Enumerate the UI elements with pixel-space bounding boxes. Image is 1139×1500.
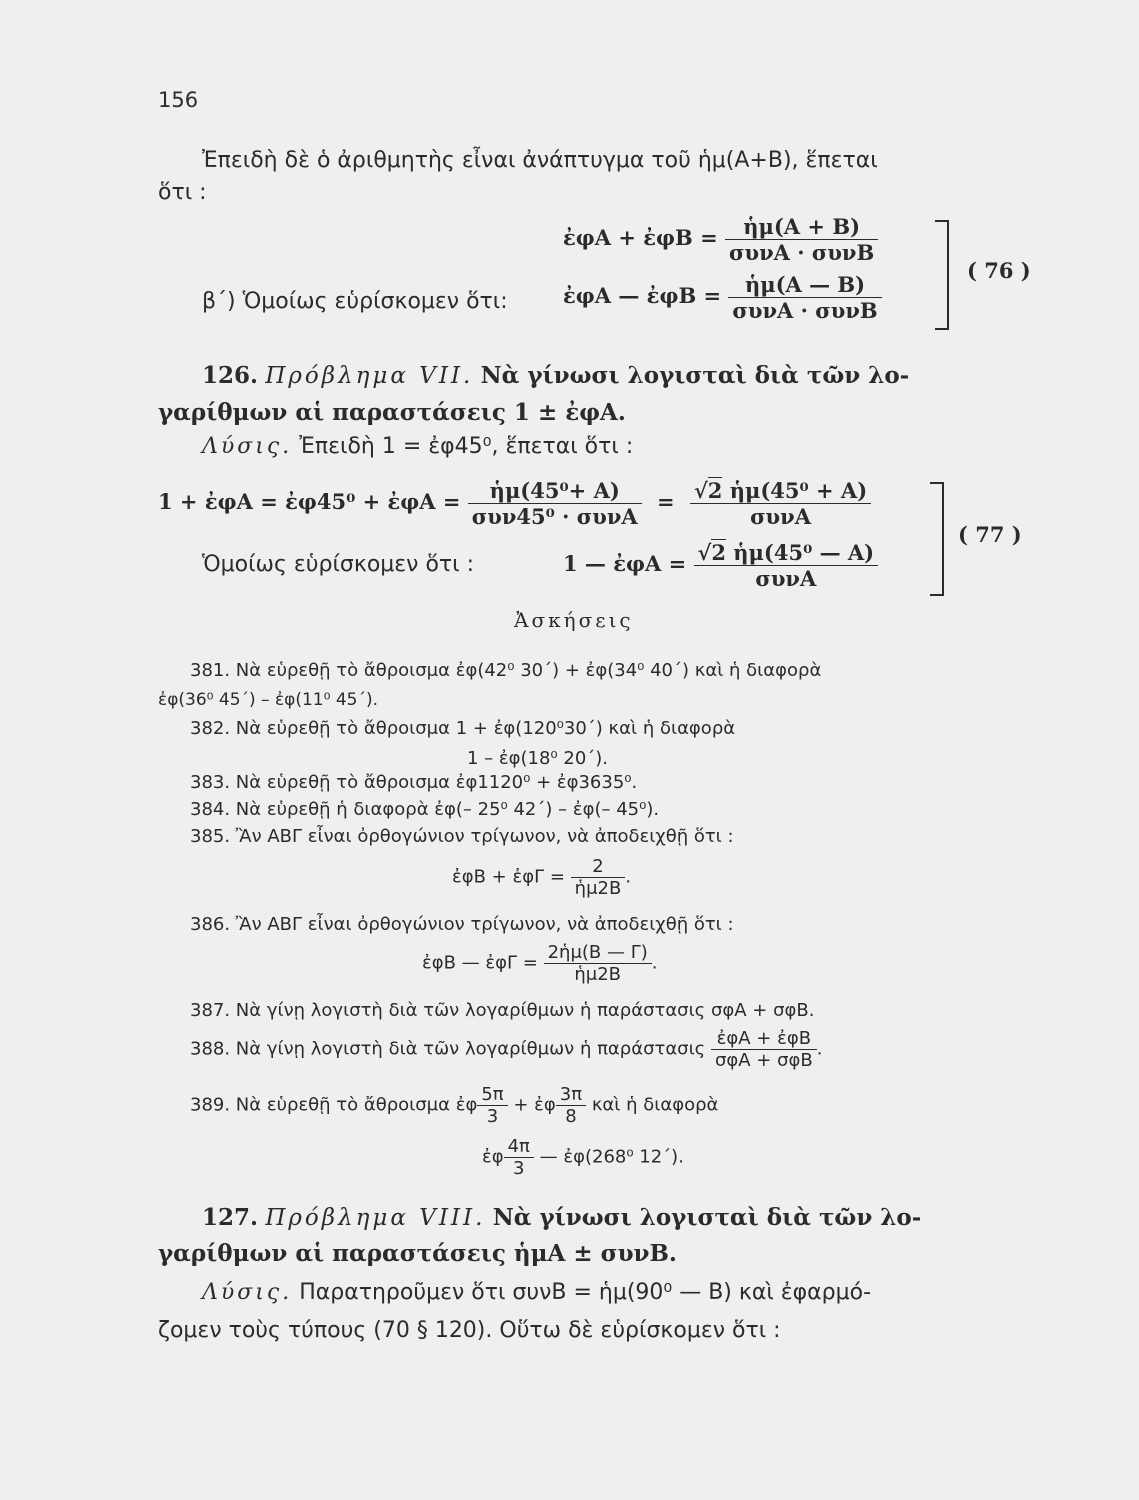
problem-127-solution: [202, 1280, 871, 1305]
eq77-line2-prefix: Ὁμοίως εὑρίσκομεν ὅτι :: [202, 552, 475, 577]
e388-numerator: ἐφΑ + ἐφΒ: [711, 1028, 817, 1050]
eq77-f3-numerator: [694, 540, 879, 566]
e389-fraction-2: [556, 1084, 586, 1127]
eq76-line2-lhs: ἐφΑ — ἐφΒ =: [563, 283, 722, 308]
eq76-fraction-1: [725, 214, 878, 265]
eq77-line1-lhs: 1 + ἐφΑ = ἐφ45⁰ + ἐφΑ =: [158, 489, 461, 514]
eq77-brace: [930, 482, 944, 596]
eq77-line-2: [563, 540, 878, 591]
solution-127-label: Λύσις.: [202, 1280, 293, 1305]
e385-fraction: [571, 856, 626, 899]
e389-b-post: — ἐφ(268⁰ 12΄).: [539, 1146, 684, 1168]
problem-126-text-1: Νὰ γίνωσι λογισταὶ διὰ τῶν λο-: [480, 362, 910, 389]
e389-f3-denominator: 3: [513, 1158, 525, 1179]
exercise-386-formula: [422, 942, 658, 985]
exercise-384: 384. Νὰ εὑρεθῇ ἡ διαφορὰ ἐφ(– 25⁰ 42΄) – ἐφ(– 45⁰).: [190, 799, 660, 820]
problem-127-text-1: Νὰ γίνωσι λογισταὶ διὰ τῶν λο-: [492, 1204, 922, 1231]
exercise-381-line-2: ἐφ(36⁰ 45΄) – ἐφ(11⁰ 45΄).: [158, 690, 379, 710]
problem-126-number: 126.: [202, 362, 259, 389]
e386-fraction: [544, 942, 652, 985]
exercise-386: 386. Ἂν ΑΒΓ εἶναι ὀρθογώνιον τρίγωνον, νὰ ἀποδειχθῇ ὅτι :: [190, 914, 734, 935]
e389-f2-numerator: 3π: [556, 1084, 586, 1106]
eq76-f2-numerator: ἡμ(Α — Β): [728, 272, 881, 298]
exercise-381-line-1: 381. Νὰ εὑρεθῇ τὸ ἄθροισμα ἐφ(42⁰ 30΄) + ἐφ(34⁰ 40΄) καὶ ἡ διαφορὰ: [190, 660, 822, 681]
problem-127-heading: [202, 1204, 921, 1231]
exercise-382-line-1: 382. Νὰ εὑρεθῇ τὸ ἄθροισμα 1 + ἐφ(120⁰30΄) καὶ ἡ διαφορὰ: [190, 718, 736, 739]
intro-line-2: ὅτι :: [158, 180, 207, 205]
problem-126-heading: [202, 362, 909, 389]
eq76-f1-numerator: ἡμ(Α + Β): [725, 214, 878, 240]
eq77-f1-denominator: συν45⁰ · συνΑ: [471, 504, 638, 529]
eq77-fraction-1: [468, 478, 642, 529]
e386-denominator: ἡμ2Β: [574, 964, 621, 985]
problem-127-number: 127.: [202, 1204, 259, 1231]
e389-tail: καὶ ἡ διαφορὰ: [591, 1094, 719, 1116]
e386-lhs: ἐφΒ — ἐφΓ =: [422, 952, 538, 974]
e385-numerator: 2: [571, 856, 626, 878]
exercises-heading: Ἀσκήσεις: [514, 608, 634, 632]
problem-127-text-2: γαρίθμων αἱ παραστάσεις ἡμΑ ± συνΒ.: [158, 1240, 677, 1267]
e388-denominator: σφΑ + σφΒ: [714, 1050, 813, 1071]
e389-mid: + ἐφ: [513, 1094, 556, 1116]
e389-text: 389. Νὰ εὑρεθῇ τὸ ἄθροισμα ἐφ: [190, 1094, 478, 1116]
radicand: 2: [711, 540, 726, 565]
e388-fraction: [711, 1028, 817, 1071]
exercise-389-line-1: [190, 1084, 718, 1127]
eq77-line2-lhs: 1 — ἐφΑ =: [563, 551, 687, 576]
exercise-385-formula: [452, 856, 631, 899]
exercise-387: 387. Νὰ γίνῃ λογιστὴ διὰ τῶν λογαρίθμων ἡ παράστασις σφΑ + σφΒ.: [190, 1000, 815, 1021]
eq77-fraction-3: [694, 540, 879, 591]
problem-127-title: Πρόβλημα VIII.: [265, 1205, 486, 1231]
e389-b-pre: ἐφ: [482, 1146, 504, 1168]
eq77-f3-denominator: συνΑ: [755, 566, 817, 591]
eq76-line2-prefix: β΄) Ὁμοίως εὑρίσκομεν ὅτι:: [202, 289, 508, 314]
solution-126-label: Λύσις.: [202, 434, 293, 459]
solution-127-text-1: Παρατηροῦμεν ὅτι συνΒ = ἡμ(90⁰ — Β) καὶ ἐφαρμό-: [299, 1280, 872, 1305]
eq76-f1-denominator: συνΑ · συνΒ: [729, 240, 875, 265]
exercise-389-line-2: [482, 1136, 684, 1179]
e389-f2-denominator: 8: [565, 1106, 577, 1127]
e385-denominator: ἡμ2Β: [574, 878, 622, 899]
eq77-f2-numerator: [690, 478, 871, 504]
problem-126-solution: [202, 434, 633, 459]
e385-lhs: ἐφΒ + ἐφΓ =: [452, 866, 565, 888]
eq76-f2-denominator: συνΑ · συνΒ: [732, 298, 878, 323]
e385-end: .: [625, 866, 632, 888]
eq76-number: ( 76 ): [967, 258, 1031, 283]
e389-f1-denominator: 3: [486, 1106, 499, 1127]
e389-f1-numerator: 5π: [477, 1084, 507, 1106]
eq77-f2-denominator: συνΑ: [750, 504, 811, 529]
eq77-f2-numerator-rest: ἡμ(45⁰ + Α): [729, 478, 868, 503]
eq77-number: ( 77 ): [958, 522, 1022, 547]
exercise-382-line-2: 1 – ἐφ(18⁰ 20΄).: [467, 748, 609, 769]
sqrt-sign: √: [697, 540, 712, 565]
e388-text: 388. Νὰ γίνῃ λογιστὴ διὰ τῶν λογαρίθμων ἡ παράστασις: [190, 1038, 706, 1060]
eq77-equals: =: [657, 489, 675, 514]
solution-127-text-2: ζομεν τοὺς τύπους (70 § 120). Οὕτω δὲ εὑρίσκομεν ὅτι :: [158, 1318, 781, 1343]
e389-fraction-3: [504, 1136, 534, 1179]
e386-numerator: 2ἡμ(Β — Γ): [544, 942, 652, 964]
eq77-f1-numerator: ἡμ(45⁰+ Α): [468, 478, 642, 504]
intro-line-1: Ἐπειδὴ δὲ ὁ ἀριθμητὴς εἶναι ἀνάπτυγμα τοῦ ἡμ(Α+Β), ἕπεται: [202, 148, 878, 173]
exercise-385: 385. Ἂν ΑΒΓ εἶναι ὀρθογώνιον τρίγωνον, νὰ ἀποδειχθῇ ὅτι :: [190, 826, 734, 847]
eq77-fraction-2: [690, 478, 871, 529]
eq76-brace: [935, 220, 949, 330]
exercise-388: [190, 1028, 822, 1071]
radicand: 2: [707, 478, 723, 503]
eq77-line-1: [158, 478, 871, 529]
sqrt-sign: √: [693, 478, 708, 503]
e389-f3-numerator: 4π: [504, 1136, 534, 1158]
solution-126-text: Ἐπειδὴ 1 = ἐφ45⁰, ἕπεται ὅτι :: [299, 434, 634, 459]
e388-end: .: [816, 1038, 823, 1060]
problem-126-title: Πρόβλημα VII.: [265, 363, 474, 389]
e386-end: .: [651, 952, 658, 974]
problem-126-text-2: γαρίθμων αἱ παραστάσεις 1 ± ἐφΑ.: [158, 399, 626, 426]
page-number: 156: [158, 88, 199, 112]
exercise-383: 383. Νὰ εὑρεθῇ τὸ ἄθροισμα ἐφ1120⁰ + ἐφ3635⁰.: [190, 772, 638, 793]
e389-fraction-1: [477, 1084, 507, 1127]
eq76-fraction-2: [728, 272, 881, 323]
eq76-line1-lhs: ἐφΑ + ἐφΒ =: [563, 225, 718, 250]
eq76-line-2: [563, 272, 882, 323]
eq76-line-1: [563, 214, 878, 265]
eq77-f3-numerator-rest: ἡμ(45⁰ — Α): [733, 540, 875, 565]
